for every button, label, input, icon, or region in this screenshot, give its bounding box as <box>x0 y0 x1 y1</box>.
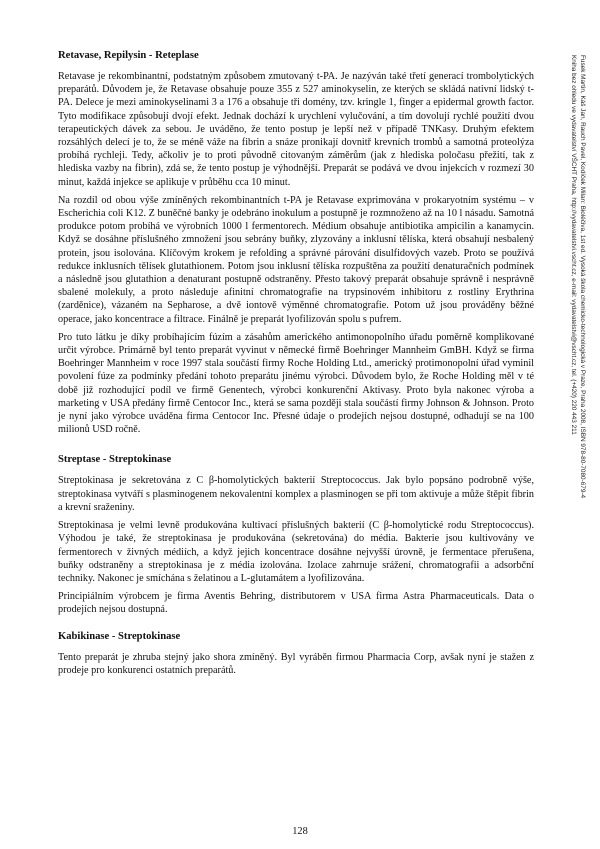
paragraph: Tento preparát je zhruba stejný jako shora zmíněný. Byl vyráběn firmou Pharmacia Corp, avšak nyní je stažen z prodeje pro konkurenci ostatních preparátů. <box>58 651 534 676</box>
page-number: 128 <box>292 826 308 837</box>
paragraph: Streptokinasa je sekretována z C β-homolytických bakterií Streptococcus. Jak bylo popsáno podrobně výše, streptokinasa vytváří s plasminogenem nekovalentní komplex a plasminogen se při tom aktivuje a může štěpit fibrin a krevní sraženiny. <box>58 475 534 513</box>
section-kabikinase <box>58 631 534 677</box>
section-reteplase <box>58 50 534 436</box>
section-streptase <box>58 454 534 616</box>
side-note-line: Kniha bez ohledu ve vydavatelství VŠCHT Praha, http://vydavatelstvi.vscht.cz, e-mail: vydavatelstvi@vscht.cz, tel. (+420) 220 443 211 <box>570 55 578 435</box>
section-heading: Kabikinase - Streptokinase <box>58 630 181 642</box>
page-body <box>58 50 534 682</box>
paragraph: Principiálním výrobcem je firma Aventis Behring, distributorem v USA firma Astra Pharmaceuticals. Data o prodejích nejsou dostupná. <box>58 591 534 616</box>
paragraph: Na rozdíl od obou výše zmíněných rekombinantních t-PA je Retavase exprimována v prokaryotním systému – v Escherichia coli K12. Z buněčné banky je odebráno inokulum a postupně je rozmnoženo až na 10 l násadu. Samotná produkce potom probíhá ve výrobních 1000 l fermentorech. Médium obsahuje antibiotika ampicilin a kanamycin. Když se dosáhne příslušného zmnožení jsou sebrány buňky, zlyzovány a inklusní tělíska, která obsahují nesbalený protein, jsou isolována. Klíčovým krokem je refolding a správné párování disulfidových vazeb. Proto se používá redukce inklusních tělísek glutathionem. Potom jsou inklusní tělíska rozpuštěna za použití denaturačních podmínek a následně jsou glutathion a denaturant postupně odstraněny. Přesto takový preparát obsahuje správně i nesprávně sbalené molekuly, a proto následuje afinitní chromatografie na trypsinovém inhibitoru z rostliny Erythrina (zarděnice), vázaném na Sepharose, a dvě iontově výměnné chromatografie. Potom už jsou prováděny běžné operace, jako koncentrace a filtrace. Finálně je preparát lyofilizován spolu s pufrem. <box>58 194 534 325</box>
side-copyright-note <box>569 55 586 575</box>
paragraph: Retavase je rekombinantní, podstatným způsobem zmutovaný t-PA. Je nazýván také třetí generací trombolytických preparátů. Důvodem je, že Retavase obsahuje pouze 355 z 527 aminokyselin, ze kterých se skládá nativní lidský t-PA. Delece je mezi aminokyselinami 3 a 176 a obsahuje tři domény, tzv. kringle 1, finger a epidermal growth factor. Tyto modifikace způsobují dvojí efekt. Jednak dochází k urychlení vylučování, a tím dovolují rychlé použití dvou terapeutických dávek za sebou. Je uváděno, že tento postup je lepší než v případě TNKasy. Druhým efektem rozsáhlých delecí je to, že se méně váže na fibrin a snáze pronikají dovnitř krevních trombů a samotná proteolýza probíhá rychleji. Tedy, ačkoliv je to proti původně citovaným záměrům (jak z hlediska poločasu přežití, tak z hlediska vazby na fibrin), zdá se, že tento postup je výhodnější. Preparát se podává ve dvou injekcích v rozmezí 30 minut, každá injekce se aplikuje v průběhu cca 10 minut. <box>58 71 534 188</box>
section-heading: Retavase, Repilysin - Reteplase <box>58 50 199 61</box>
side-note-line: Fusek Martin, Káš Jan, Rauch Pavel, Kodíček Milan: Bioléčiva, 1st ed. Vysoká škola chemicko-technologická v Praze, Praha 2008, ISBN 978-80-7080-679-4 <box>579 55 586 499</box>
paragraph: Streptokinasa je velmi levně produkována kultivací příslušných bakterií (C β-homolytické rodu Streptococcus). Výhodou je také, že streptokinasa je produkována (sekretována) do média. Bakterie jsou kultivovány ve fermentorech v živných médiích, a když jejich koncentrace dosáhne nejvyšší úrovně, je fermentace přerušena, buňky odstraněny a streptokinasa je z média izolována. Izolace zahrnuje srážení, chromatografii a adsorbční techniky. Nakonec je smíchána s želatinou a L-glutamátem a lyofilizována. <box>58 520 534 584</box>
paragraph: Pro tuto látku je díky probíhajícím fúzím a zásahům amerického antimonopolního úřadu poměrně komplikované určit výrobce. Primárně byl tento preparát vyvinut v německé firmě Boehringer Mannheim GmBH. Když se firma Boehringer Mannheim v roce 1997 stala součástí firmy Roche Holding Ltd., americký protimonopolní úřad vyminil povolení fúze za podmínky předání tohoto preparátu jinému výrobci. Důvodem bylo, že Roche Holding měl v té době již rozhodující podíl ve firmě Genentech, výrobci konkurenční Aktivasy. Proto byla nakonec výroba a marketing v USA předány firmě Centocor Inc., která se sama později stala součástí firmy Johnson & Johnson. Proto je nyní jako výrobce uváděna firma Centocor Inc. Přesné údaje o prodejích nejsou dostupné, odhadují se na 100 milionů USD ročně. <box>58 331 534 436</box>
section-heading: Streptase - Streptokinase <box>58 454 172 466</box>
